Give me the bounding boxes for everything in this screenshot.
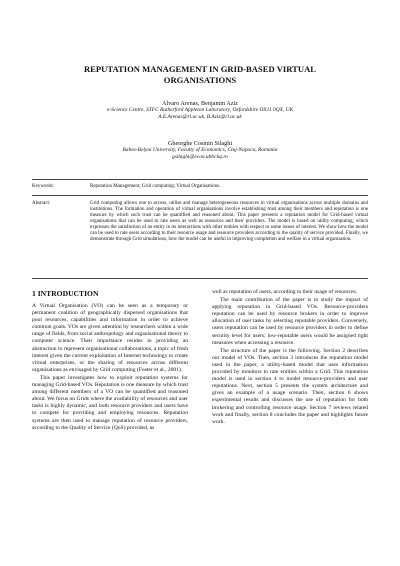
author-names: Alvaro Arenas, Benjamin Aziz	[162, 100, 238, 107]
author-affiliation: e-Science Centre, STFC Rutherford Appleton Laboratory, Oxfordshire OX11 0QX, UK	[106, 107, 294, 114]
body-paragraph: A Virtual Organisation (VO) can be seen as a temporary or permanent coalition of geographically dispersed organisations that pool resources, capabilities and information in order to achieve common goals. VOs are given attention by researchers within a wide range of fields, from social anthropology and organisational theory to computer science. Their importance resides in providing an abstraction to represent organisational collaborations, a topic of fresh interest given the current exploitation of Internet technology to create virtual enterprises, or the sharing of resources across different organisations as envisaged by Grid computing (Foster et al., 2001).	[32, 303, 188, 373]
abstract-label: Abstract:	[32, 201, 51, 206]
abstract-text: Grid computing allows one to access, utilise and manage heterogeneous resources in virtual organisations across multiple domains and institutions. The formation and operation of virtual organisations involve establishing trust among their members and reputation is one measure by which such trust can be quantified and reasoned about. This paper presents a reputation model for Grid-based virtual organisations that can be used to rate users as well as resources and their providers. The model is based on utility computing, which expresses the satisfaction of an entity in its interactions with other entities with respect to some issues of interest. We show how the model can be used to rate users according to their resource usage and resource providers according to the quality of service provided. Finally, we demonstrate through Grid simulations, how the model can be useful in improving completion and welfare in a virtual organisation.	[90, 201, 368, 242]
paper-title: REPUTATION MANAGEMENT IN GRID-BASED VIRTUAL ORGANISATIONS	[83, 64, 317, 85]
author-block-2	[40, 140, 360, 161]
body-paragraph: well as reputation of users, according to their usage of resources.	[212, 289, 358, 295]
body-paragraph: The main contribution of the paper is to study the impact of applying reputation in Grid-based VOs. Resource-providers reputation can be used by resource brokers in order to improve allocation of user tasks by selecting reputable providers. Conversely, users reputation can be used by resource providers in order to define security level for users; low-reputable users would be assigned tight measures when accessing a resource.	[212, 297, 368, 346]
divider-middle	[32, 195, 368, 196]
author-affiliation: Babes-Bolyai University, Faculty of Economics, Cluj-Napoca, Romania	[122, 147, 278, 154]
body-paragraph: The structure of the paper is the following. Section 2 describes our model of VOs. Then, section 3 introduces the reputation model used in the paper, a utility-based model that uses information provided by monitors to rate entities within a Grid. This reputation model is used in section 4 to model resource-providers and user reputations. Next, section 5 presents the system architecture and gives an example of a usage scenario. Then, section 6 shows experimental results and discusses the use of reputation for both brokering and controlling resource usage. Section 7 reviews related work and finally, section 8 concludes the paper and highlights future work.	[212, 347, 368, 425]
author-email: A.E.Arenas@rl.ac.uk, B.Aziz@rl.ac.uk	[158, 114, 242, 120]
keywords-text: Reputation Management; Grid computing; Virtual Organisations.	[90, 184, 221, 189]
author-block-1	[40, 100, 360, 121]
divider-bottom	[32, 278, 368, 279]
section-heading: 1 INTRODUCTION	[32, 289, 99, 298]
left-column	[32, 289, 188, 433]
author-names: Gheorghe Cosmin Silaghi	[167, 140, 233, 147]
right-column	[212, 289, 368, 427]
keywords-label: Keywords:	[32, 184, 54, 189]
divider-top	[32, 179, 368, 180]
author-email: gsilaghi@econ.ubbcluj.ro	[172, 154, 228, 160]
body-paragraph: This paper investigates how to exploit reputation systems for managing Grid-based VOs. Reputation is one measure by which trust among different members of a VO can be quantified and reasoned about. We focus on Grids where the availability of resources and user tasks is highly dynamic, and both resource providers and users have to compete for providing and employing resources. Reputation systems are then used to manage reputation of resource providers, according to the Quality of Service (QoS) provided, as	[32, 374, 188, 431]
